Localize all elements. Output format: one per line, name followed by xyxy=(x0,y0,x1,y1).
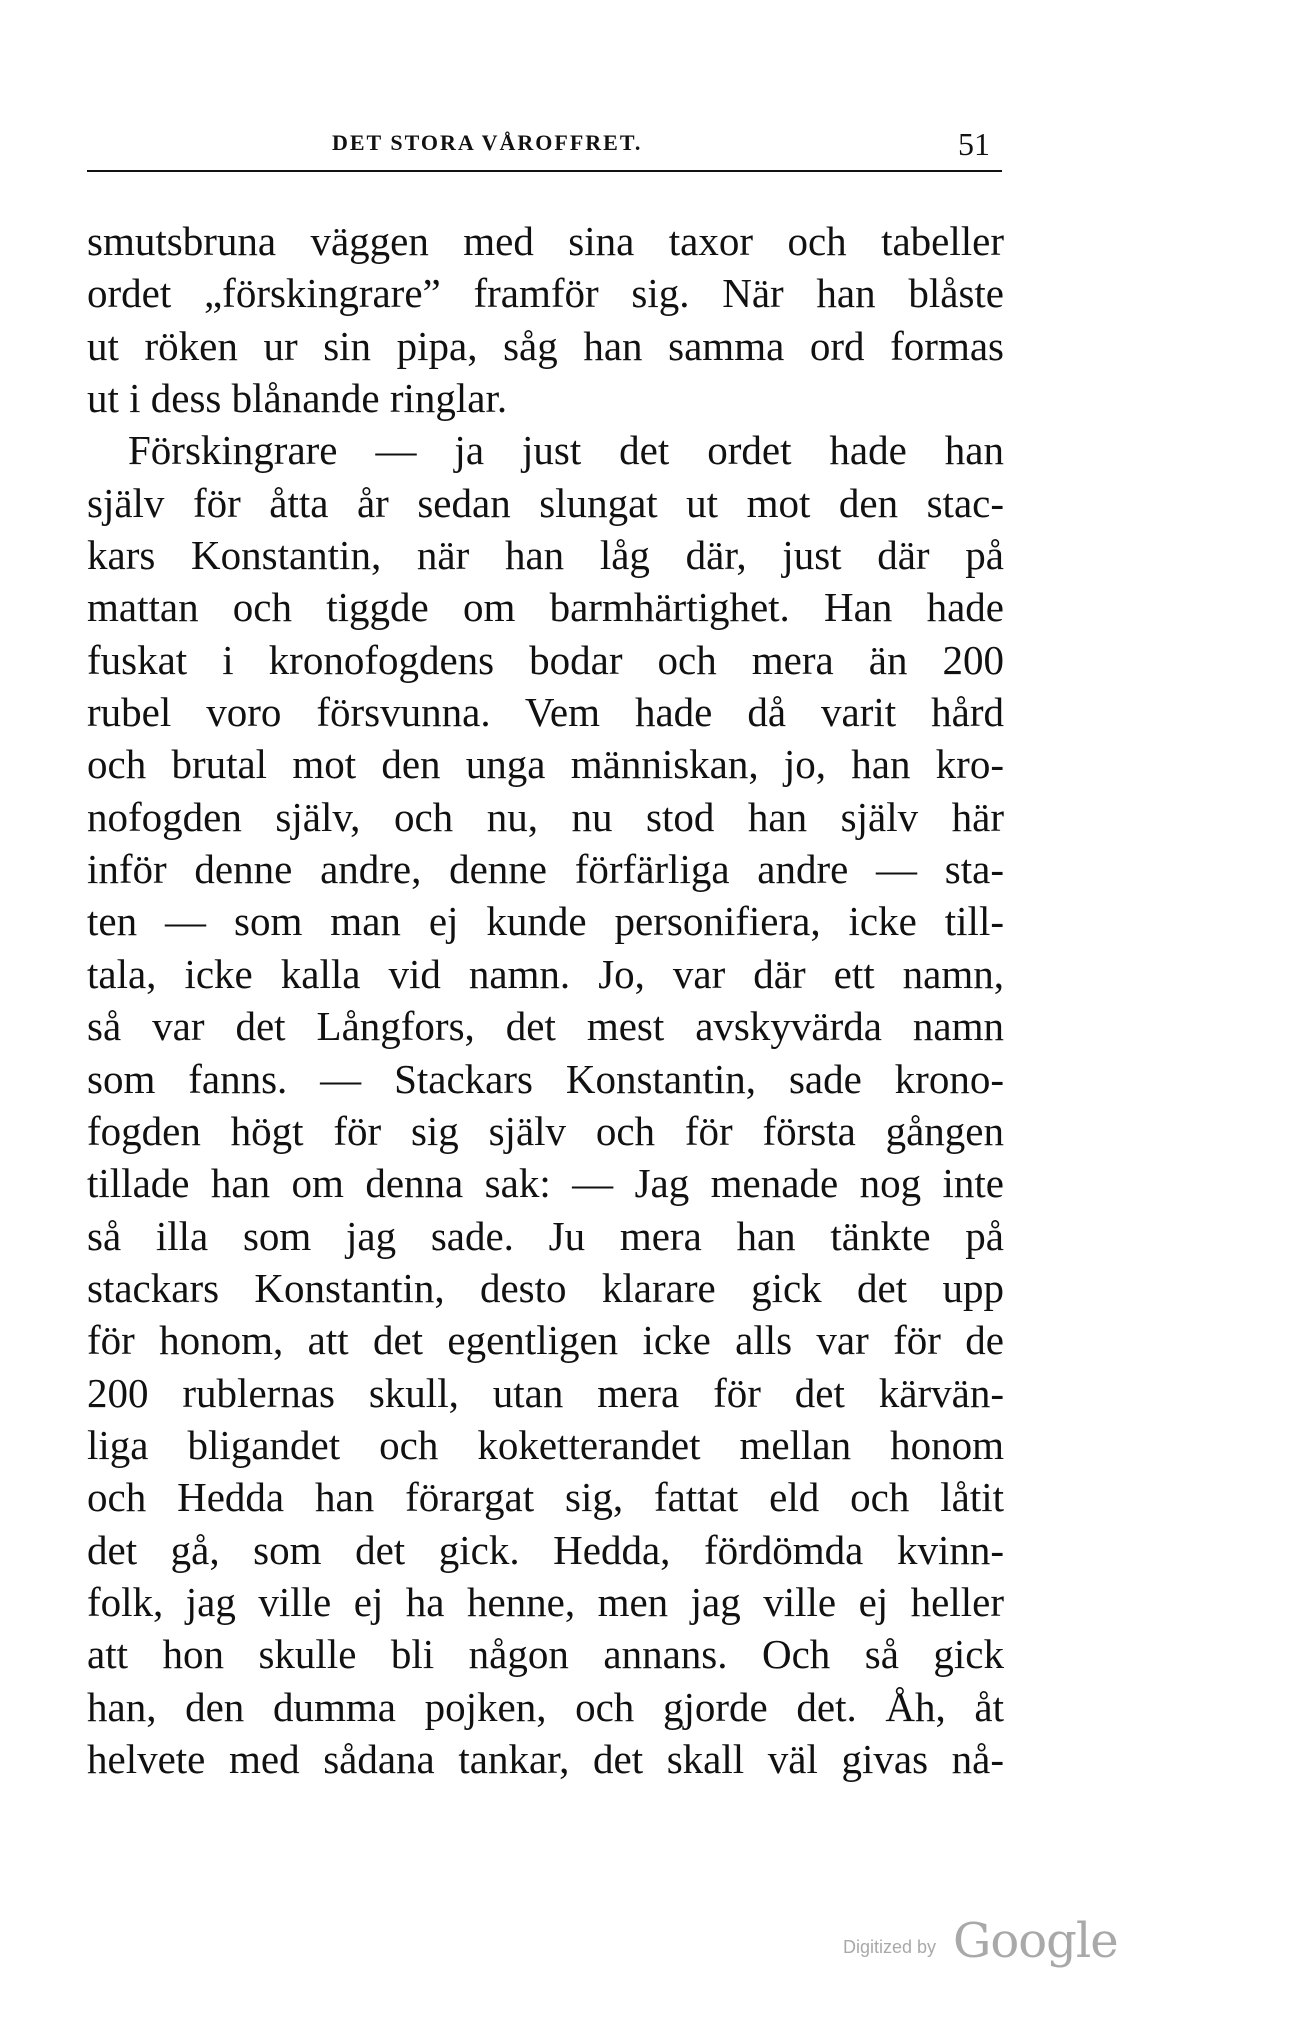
text-line: mattan och tiggde om barmhärtighet. Han hade xyxy=(87,584,1004,631)
text-line: Förskingrare — ja just det ordet hade han xyxy=(128,427,1004,474)
text-line: tillade han om denna sak: — Jag menade nog inte xyxy=(87,1160,1004,1207)
text-line: ut i dess blånande ringlar. xyxy=(87,375,508,422)
text-line: fogden högt för sig själv och för första gången xyxy=(87,1107,1004,1154)
text-line: helvete med sådana tankar, det skall väl givas nå- xyxy=(87,1735,1004,1782)
text-line: smutsbruna väggen med sina taxor och tabeller xyxy=(87,218,1004,264)
text-line: så illa som jag sade. Ju mera han tänkte på xyxy=(87,1212,1004,1259)
text-line: fuskat i kronofogdens bodar och mera än 200 xyxy=(87,636,1004,683)
text-line: stackars Konstantin, desto klarare gick det upp xyxy=(87,1264,1004,1311)
page-number: 51 xyxy=(958,126,990,162)
digitized-label: Digitized by xyxy=(843,1937,937,1957)
text-line: att hon skulle bli någon annans. Och så gick xyxy=(87,1631,1004,1678)
text-line: för honom, att det egentligen icke alls var för de xyxy=(87,1317,1004,1364)
text-line: själv för åtta år sedan slungat ut mot den stac- xyxy=(87,479,1004,526)
text-line: ut röken ur sin pipa, såg han samma ord formas xyxy=(87,322,1004,369)
text-line: så var det Långfors, det mest avskyvärda namn xyxy=(87,1003,1004,1050)
text-line: ordet „förskingrare” framför sig. När han blåste xyxy=(87,270,1004,317)
text-line: liga bligandet och koketterandet mellan honom xyxy=(87,1421,1004,1468)
text-line: tala, icke kalla vid namn. Jo, var där ett namn, xyxy=(87,950,1004,997)
text-line: nofogden själv, och nu, nu stod han själv här xyxy=(87,793,1004,840)
text-line: det gå, som det gick. Hedda, fördömda kvinn- xyxy=(87,1526,1004,1573)
body-text xyxy=(87,215,1004,1785)
text-line: inför denne andre, denne förfärliga andre — sta- xyxy=(87,846,1004,893)
header-rule xyxy=(87,170,1002,172)
text-line: och Hedda han förargat sig, fattat eld och låtit xyxy=(87,1474,1004,1521)
text-line: rubel voro försvunna. Vem hade då varit hård xyxy=(87,689,1004,736)
text-line: 200 rublernas skull, utan mera för det kärvän- xyxy=(87,1369,1004,1416)
text-line: och brutal mot den unga människan, jo, han kro- xyxy=(87,741,1004,788)
running-header xyxy=(87,126,1002,160)
google-logo: Google xyxy=(953,1913,1118,1969)
text-line: ten — som man ej kunde personifiera, icke till- xyxy=(87,898,1004,945)
text-line: han, den dumma pojken, och gjorde det. Åh, åt xyxy=(87,1683,1004,1730)
running-title: DET STORA VÅROFFRET. xyxy=(332,130,643,155)
text-line: kars Konstantin, när han låg där, just där på xyxy=(87,532,1004,579)
text-line: som fanns. — Stackars Konstantin, sade krono- xyxy=(87,1055,1004,1102)
text-line: folk, jag ville ej ha henne, men jag ville ej heller xyxy=(87,1578,1004,1625)
